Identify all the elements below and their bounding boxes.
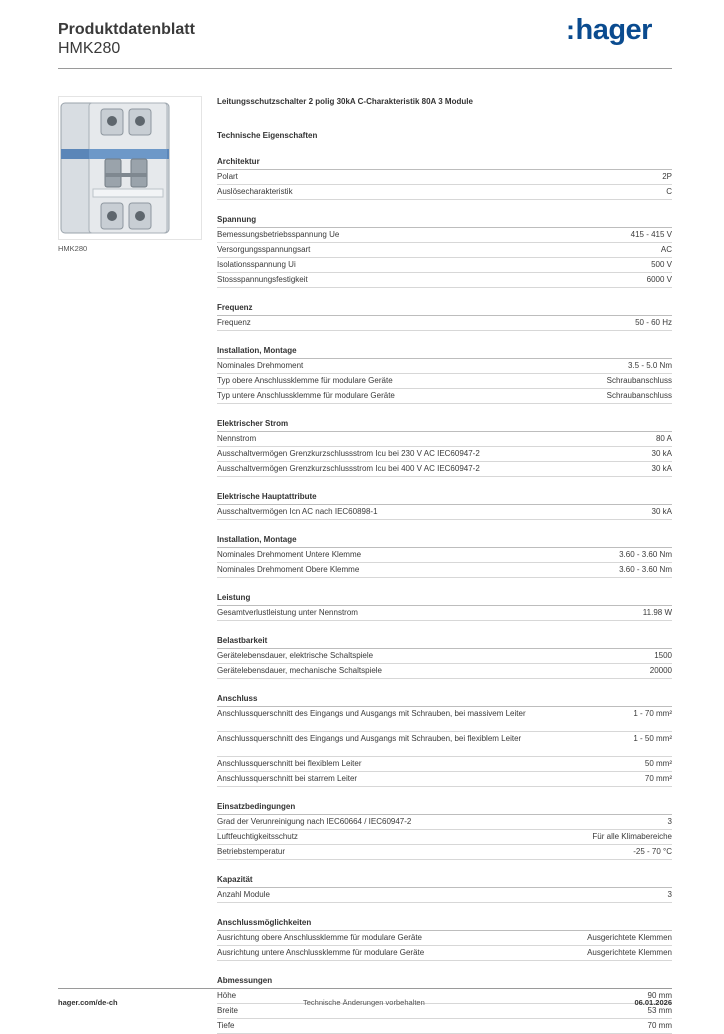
spec-value: 30 kA [651,507,672,516]
spec-label: Isolationsspannung Ui [217,260,296,269]
spec-value: 3.5 - 5.0 Nm [627,361,672,370]
spec-value: 80 A [655,434,672,443]
spec-group-title: Elektrischer Strom [217,418,672,432]
spec-label: Ausschaltvermögen Grenzkurzschlussstrom Icu bei 400 V AC IEC60947-2 [217,464,480,473]
spec-group-title: Belastbarkeit [217,635,672,649]
technical-properties-heading: Technische Eigenschaften [217,131,318,140]
spec-label: Stossspannungsfestigkeit [217,275,308,284]
spec-row [217,664,672,679]
spec-label: Ausschaltvermögen Icn AC nach IEC60898-1 [217,507,378,516]
spec-label: Betriebstemperatur [217,847,286,856]
spec-label: Anschlussquerschnitt des Eingangs und Ausgangs mit Schrauben, bei massivem Leiter [217,709,526,718]
spec-label: Nominales Drehmoment Obere Klemme [217,565,360,574]
spec-group-title: Anschluss [217,693,672,707]
document-header [58,20,195,58]
spec-group [217,635,672,679]
spec-label: Anschlussquerschnitt bei flexiblem Leiter [217,759,362,768]
spec-row [217,606,672,621]
spec-label: Gerätelebensdauer, mechanische Schaltspiele [217,666,382,675]
spec-value: 3.60 - 3.60 Nm [619,565,672,574]
spec-value: 2P [662,172,672,181]
spec-row [217,170,672,185]
spec-value: -25 - 70 °C [633,847,672,856]
spec-group [217,975,672,1034]
spec-label: Nennstrom [217,434,257,443]
spec-row [217,228,672,243]
spec-label: Luftfeuchtigkeitsschutz [217,832,298,841]
circuit-breaker-illustration [59,97,201,239]
spec-value: 30 kA [651,449,672,458]
spec-label: Nominales Drehmoment [217,361,304,370]
spec-label: Polart [217,172,238,181]
spec-value: 3 [667,817,672,826]
spec-row [217,888,672,903]
spec-value: Schraubanschluss [606,376,672,385]
spec-value: 1500 [654,651,672,660]
spec-row [217,1019,672,1034]
spec-row [217,845,672,860]
spec-row [217,505,672,520]
spec-value: 90 mm [647,991,672,1000]
spec-row [217,772,672,787]
spec-value: 70 mm [647,1021,672,1030]
product-image-caption: HMK280 [58,244,88,253]
spec-group-title: Architektur [217,156,672,170]
spec-label: Versorgungsspannungsart [217,245,311,254]
spec-value: 50 - 60 Hz [635,318,672,327]
spec-label: Grad der Verunreinigung nach IEC60664 / IEC60947-2 [217,817,412,826]
spec-row [217,989,672,1004]
spec-row [217,359,672,374]
spec-group-title: Leistung [217,592,672,606]
spec-group [217,801,672,860]
spec-label: Gerätelebensdauer, elektrische Schaltspiele [217,651,374,660]
spec-row [217,447,672,462]
spec-group-title: Abmessungen [217,975,672,989]
product-image [58,96,202,240]
spec-group-title: Anschlussmöglichkeiten [217,917,672,931]
spec-row [217,757,672,772]
spec-label: Breite [217,1006,238,1015]
spec-row [217,815,672,830]
spec-group-title: Kapazität [217,874,672,888]
spec-label: Tiefe [217,1021,235,1030]
spec-group-title: Elektrische Hauptattribute [217,491,672,505]
spec-group [217,917,672,961]
spec-value: 30 kA [651,464,672,473]
spec-value: 3.60 - 3.60 Nm [619,550,672,559]
spec-row [217,185,672,200]
spec-groups [217,156,672,1034]
spec-value: 1 - 70 mm² [633,709,672,718]
spec-row [217,946,672,961]
spec-label: Typ obere Anschlussklemme für modulare Geräte [217,376,393,385]
spec-label: Bemessungsbetriebsspannung Ue [217,230,340,239]
spec-label: Anschlussquerschnitt des Eingangs und Ausgangs mit Schrauben, bei flexiblem Leiter [217,734,522,743]
spec-label: Nominales Drehmoment Untere Klemme [217,550,362,559]
footer-note: Technische Änderungen vorbehalten [303,998,425,1007]
product-code: HMK280 [58,40,121,57]
spec-value: 53 mm [647,1006,672,1015]
spec-value: C [666,187,672,196]
spec-value: 500 V [651,260,672,269]
spec-row [217,432,672,447]
spec-row [217,273,672,288]
spec-value: 3 [667,890,672,899]
header-divider [58,68,672,69]
spec-value: Ausgerichtete Klemmen [587,948,672,957]
spec-row [217,707,672,732]
spec-row [217,243,672,258]
spec-group-title: Einsatzbedingungen [217,801,672,815]
spec-group [217,534,672,578]
logo-text: hager [575,14,652,46]
spec-row [217,1004,672,1019]
spec-group-title: Installation, Montage [217,345,672,359]
spec-group-title: Installation, Montage [217,534,672,548]
spec-row [217,548,672,563]
document-title: Produktdatenblatt [58,21,195,38]
spec-group [217,214,672,288]
spec-group-title: Spannung [217,214,672,228]
spec-label: Höhe [217,991,237,1000]
spec-row [217,931,672,946]
spec-group [217,693,672,787]
spec-value: 415 - 415 V [630,230,672,239]
spec-group [217,418,672,477]
footer-website[interactable]: hager.com/de-ch [58,998,118,1007]
spec-label: Gesamtverlustleistung unter Nennstrom [217,608,358,617]
spec-label: Anzahl Module [217,890,270,899]
spec-label: Auslösecharakteristik [217,187,293,196]
spec-value: Für alle Klimabereiche [592,832,672,841]
spec-group [217,156,672,200]
product-description: Leitungsschutzschalter 2 polig 30kA C-Charakteristik 80A 3 Module [217,97,473,106]
spec-value: Schraubanschluss [606,391,672,400]
spec-value: 11.98 W [642,608,672,617]
spec-group [217,302,672,331]
spec-row [217,830,672,845]
spec-value: 20000 [649,666,672,675]
spec-label: Ausschaltvermögen Grenzkurzschlussstrom Icu bei 230 V AC IEC60947-2 [217,449,480,458]
spec-row [217,316,672,331]
spec-label: Ausrichtung obere Anschlussklemme für modulare Geräte [217,933,422,942]
spec-row [217,563,672,578]
spec-row [217,732,672,757]
spec-row [217,389,672,404]
spec-row [217,374,672,389]
spec-label: Anschlussquerschnitt bei starrem Leiter [217,774,358,783]
spec-group [217,345,672,404]
spec-row [217,462,672,477]
spec-label: Typ untere Anschlussklemme für modulare Geräte [217,391,395,400]
spec-row [217,258,672,273]
hager-logo: :hager [566,14,652,46]
spec-label: Ausrichtung untere Anschlussklemme für modulare Geräte [217,948,425,957]
footer-divider [58,988,672,989]
spec-value: 1 - 50 mm² [633,734,672,743]
spec-value: 50 mm² [644,759,672,768]
footer-date: 06.01.2026 [634,998,672,1007]
spec-value: 6000 V [646,275,672,284]
spec-row [217,649,672,664]
spec-group [217,592,672,621]
spec-group-title: Frequenz [217,302,672,316]
spec-group [217,874,672,903]
spec-value: AC [660,245,672,254]
spec-group [217,491,672,520]
spec-value: 70 mm² [644,774,672,783]
spec-label: Frequenz [217,318,251,327]
spec-value: Ausgerichtete Klemmen [587,933,672,942]
spec-content [217,96,672,1034]
